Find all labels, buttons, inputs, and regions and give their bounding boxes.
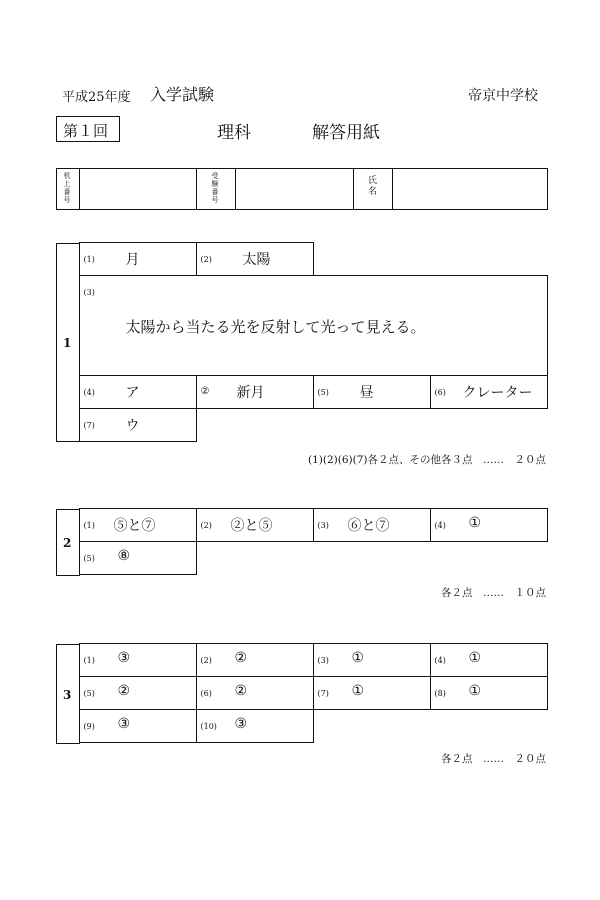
q3-value-6: ② [234,682,248,699]
q3-answer-4[interactable] [430,643,548,677]
q2-answer-5[interactable] [79,541,197,575]
q3-answer-3[interactable] [313,643,431,677]
q3-value-7: ① [351,682,365,699]
exam-title: 入学試験 [150,85,215,104]
q3-value-10: ③ [234,715,248,732]
exam-year: 平成25年度 [62,90,131,105]
round-label: 第１回 [63,122,109,140]
q3-label-6: (6) [200,688,212,698]
q3-value-3: ① [351,649,365,666]
q3-value-2: ② [234,649,248,666]
exam-number-label [197,168,236,210]
q1-value-5: 新月 [236,384,265,401]
exam-label-c3: 番 [211,188,219,196]
q2-section-number: 2 [63,536,72,550]
q3-answer-7[interactable] [313,676,431,710]
q2-answer-1[interactable] [79,508,197,542]
q1-answer-2[interactable] [196,242,314,276]
sheet-title: 解答用紙 [312,123,380,143]
q1-label-4: (4) [83,387,95,397]
name-label-c1: 氏 [368,176,378,186]
q2-value-1: ⑤と⑦ [113,517,156,534]
q2-value-3: ⑥と⑦ [347,517,390,534]
q1-value-8: ウ [125,417,140,434]
name-label [354,168,393,210]
name-field[interactable] [393,168,547,210]
exam-label-c4: 号 [211,196,219,204]
q1-value-1: 月 [125,251,140,268]
q1-answer-4[interactable] [79,375,197,409]
q3-section-number: 3 [63,688,72,702]
q1-value-3: 太陽から当たる光を反射して光って見える。 [125,317,426,336]
name-label-c2: 名 [368,187,378,197]
school-name: 帝京中学校 [468,88,538,104]
q2-value-2: ②と⑤ [230,517,273,534]
q3-label-8: (8) [434,688,446,698]
q1-label-1: (1) [83,254,95,264]
q3-label-9: (9) [83,721,95,731]
q1-answer-1[interactable] [79,242,197,276]
q1-score-note: (1)(2)(6)(7)各２点、その他各３点 …… ２０点 [308,454,546,466]
q2-label-3: (3) [317,520,329,530]
q3-label-4: (4) [434,655,446,665]
q1-value-4: ア [125,384,140,401]
q1-value-6: 昼 [359,384,374,401]
exam-number-field[interactable] [236,168,354,210]
q3-label-10: (10) [200,721,217,731]
q3-value-4: ① [468,649,482,666]
q1-label-5: ② [200,385,210,397]
q2-section-box [56,509,80,576]
desk-label-c4: 号 [63,196,71,204]
q3-label-1: (1) [83,655,95,665]
q3-answer-5[interactable] [79,676,197,710]
q3-score-note: 各２点 …… ２０点 [441,753,546,765]
q2-answer-3[interactable] [313,508,431,542]
q2-label-5: (5) [83,553,95,563]
q2-value-5: ⑧ [117,547,131,564]
q1-section-number: 1 [63,336,72,350]
q3-label-7: (7) [317,688,329,698]
q2-score-note: 各２点 …… １０点 [441,587,546,599]
q2-answer-2[interactable] [196,508,314,542]
q2-value-4: ① [468,514,482,531]
q1-answer-6[interactable] [313,375,431,409]
desk-label-c3: 番 [63,188,71,196]
q1-label-7: (6) [434,387,446,397]
desk-number-label [56,168,80,210]
q1-label-8: (7) [83,420,95,430]
desk-number-field[interactable] [80,168,197,210]
q3-value-9: ③ [117,715,131,732]
q3-answer-9[interactable] [79,709,197,743]
q1-answer-7[interactable] [430,375,548,409]
q3-label-5: (5) [83,688,95,698]
q1-label-2: (2) [200,254,212,264]
q3-section-box [56,644,80,744]
q1-answer-8[interactable] [79,408,197,442]
q3-answer-6[interactable] [196,676,314,710]
round-box [56,116,120,142]
q3-answer-1[interactable] [79,643,197,677]
q3-label-3: (3) [317,655,329,665]
q3-answer-10[interactable] [196,709,314,743]
q1-label-3: (3) [83,287,95,297]
q3-value-1: ③ [117,649,131,666]
q1-value-7: クレーター [462,384,533,401]
q1-value-2: 太陽 [242,251,271,268]
q1-answer-3[interactable] [79,275,548,376]
desk-label-c1: 机 [63,172,71,180]
q3-value-5: ② [117,682,131,699]
q2-answer-4[interactable] [430,508,548,542]
exam-label-c1: 受 [211,172,219,180]
q2-label-2: (2) [200,520,212,530]
subject-title: 理科 [217,123,251,143]
q3-value-8: ① [468,682,482,699]
q2-label-1: (1) [83,520,95,530]
q1-section-box [56,243,80,442]
q2-label-4: (4) [434,520,446,530]
q3-answer-2[interactable] [196,643,314,677]
q1-label-6: (5) [317,387,329,397]
q3-label-2: (2) [200,655,212,665]
q3-answer-8[interactable] [430,676,548,710]
q1-answer-5[interactable] [196,375,314,409]
desk-label-c2: 上 [63,180,71,188]
exam-label-c2: 験 [211,180,219,188]
